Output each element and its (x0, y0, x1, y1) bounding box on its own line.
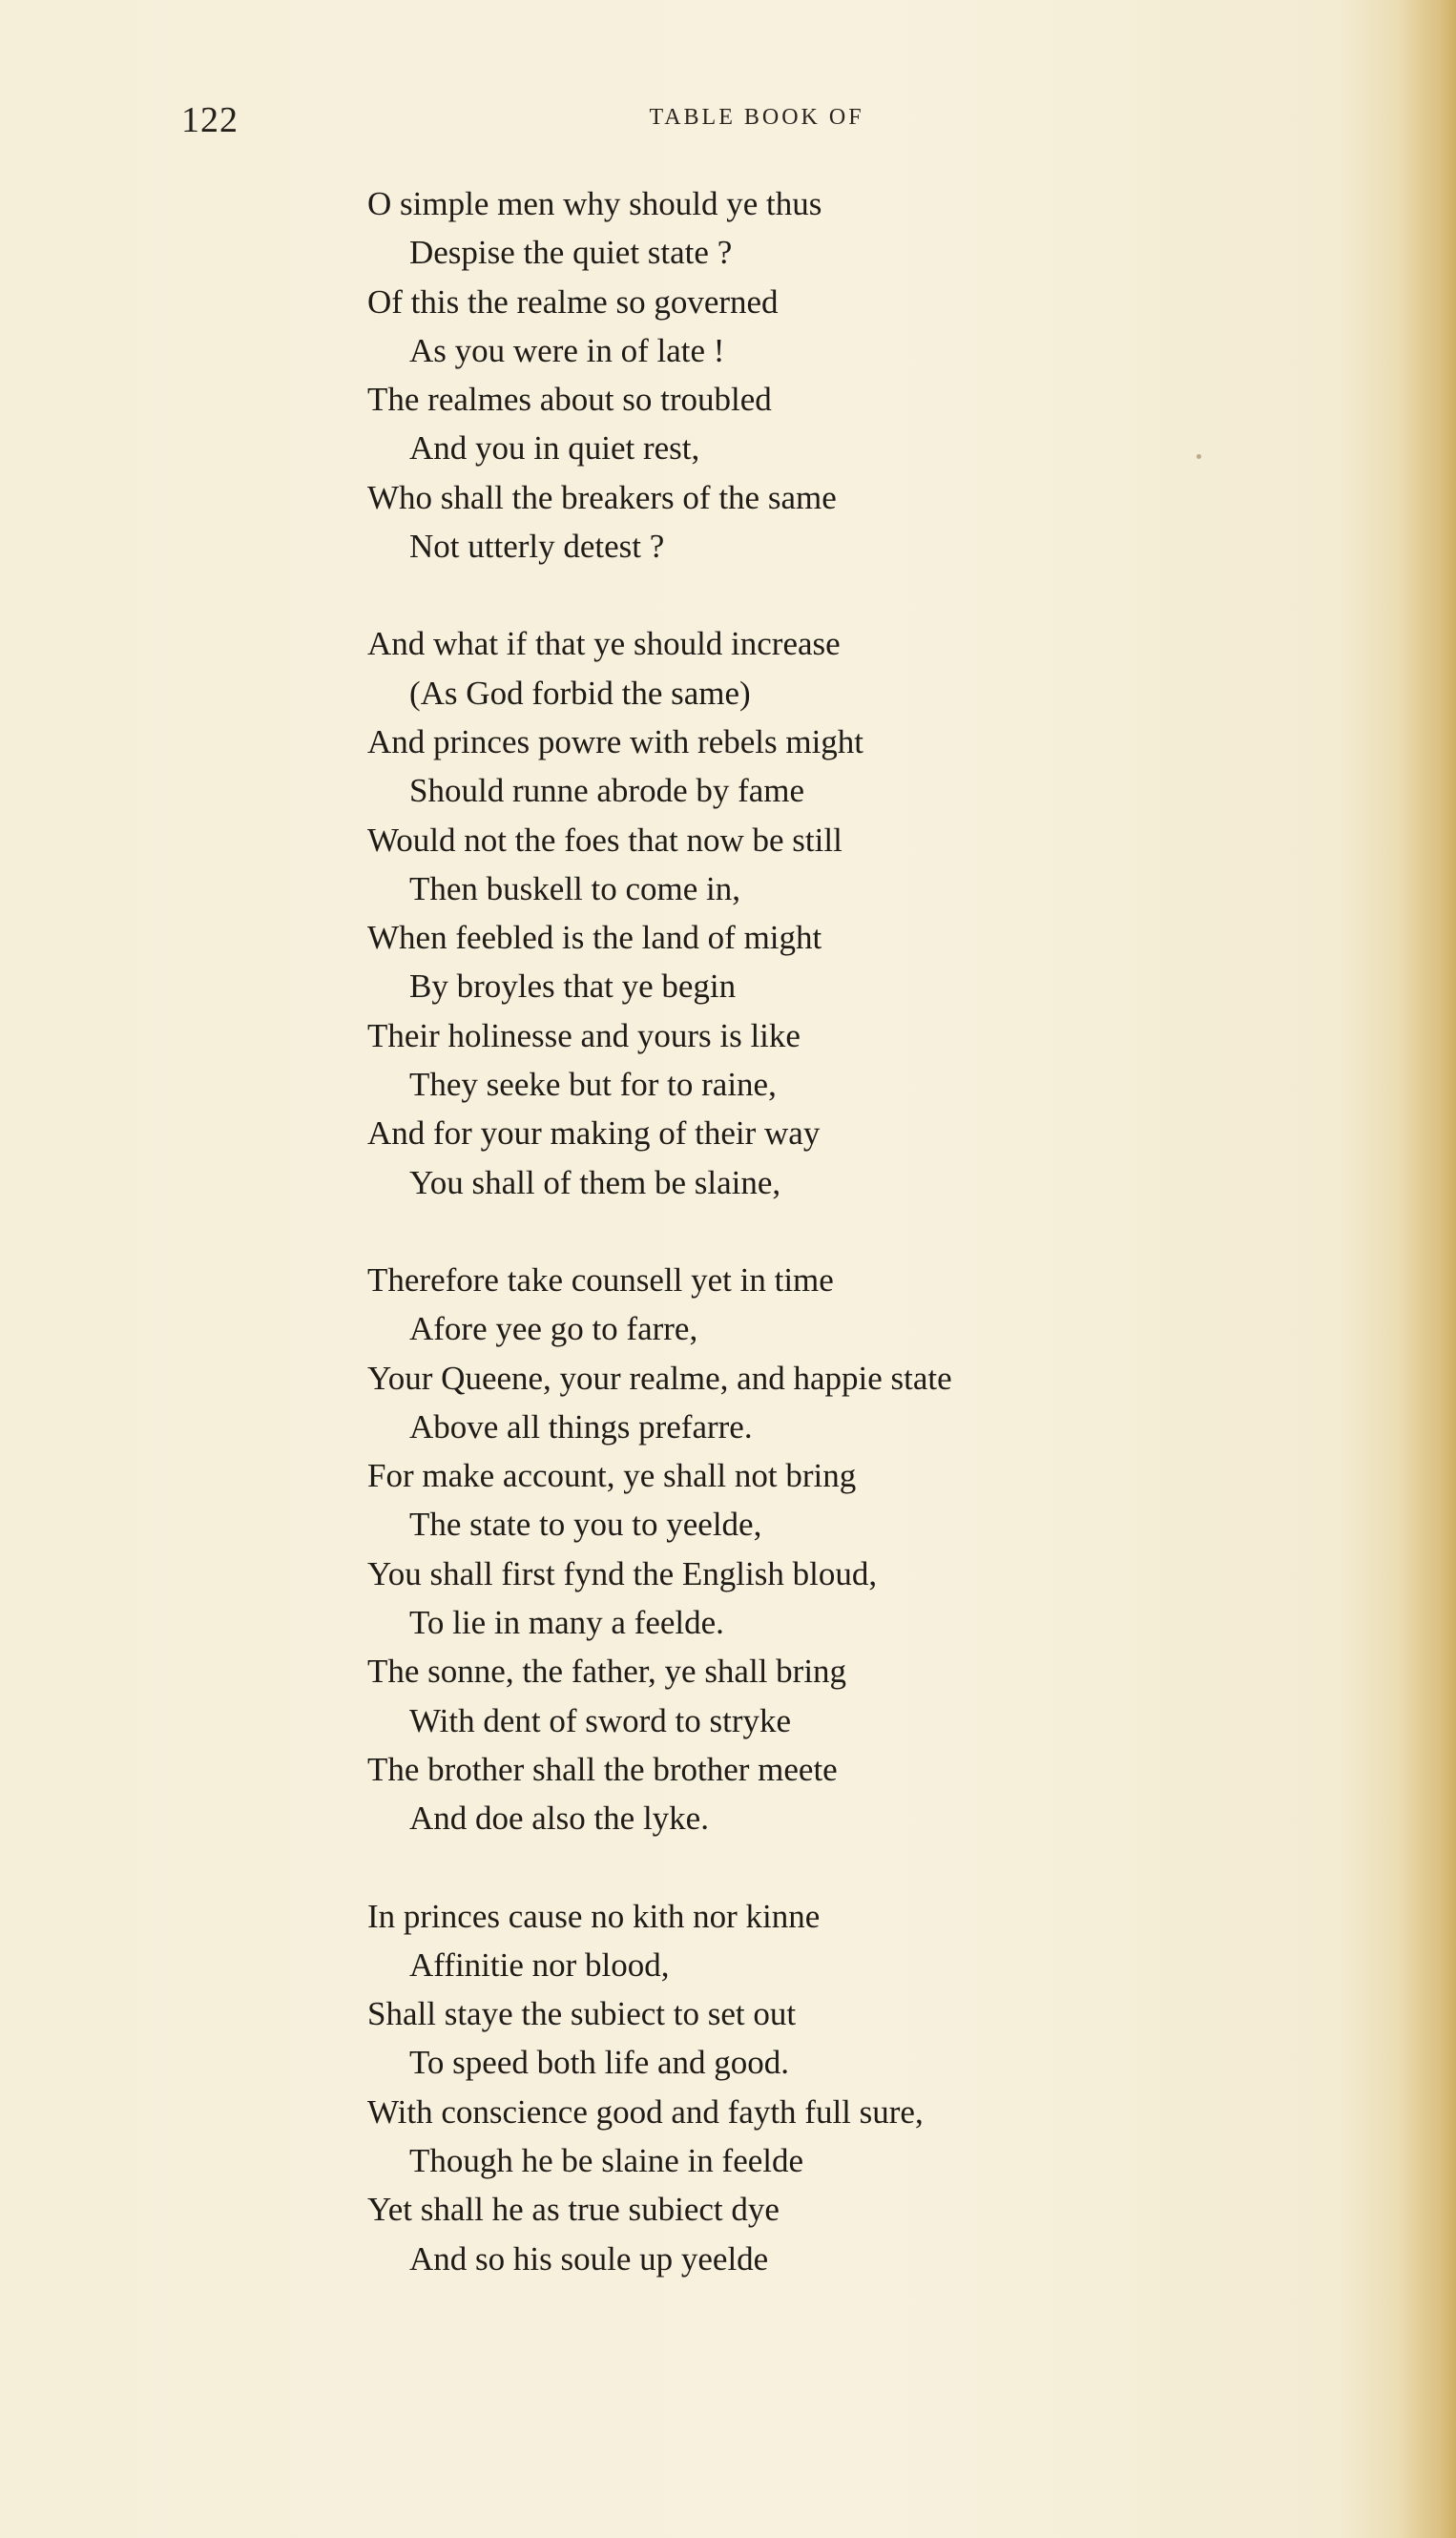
poem-line: Afore yee go to farre, (409, 1310, 698, 1348)
poem-line: Of this the realme so governed (367, 282, 779, 321)
poem-line: You shall of them be slaine, (409, 1163, 781, 1201)
poem-stanza (367, 619, 1321, 1207)
poem-line: O simple men why should ye thus (367, 185, 822, 222)
poem-stanza (367, 1892, 1321, 2283)
poem-stanza (367, 179, 1321, 571)
poem-line: Therefore take counsell yet in time (367, 1260, 834, 1299)
poem-line: Shall staye the subiect to set out (367, 1995, 797, 2033)
poem-line: The state to you to yeelde, (409, 1506, 762, 1544)
poem-stanza (367, 1256, 1321, 1843)
poem-line: Affinitie nor blood, (409, 1945, 670, 1984)
poem-body (367, 179, 1321, 2283)
poem-line: Their holinesse and yours is like (367, 1016, 801, 1054)
poem-line: With dent of sword to stryke (409, 1701, 792, 1739)
poem-line: Not utterly detest ? (409, 528, 665, 566)
poem-line: And for your making of their way (367, 1114, 821, 1153)
poem-line: As you were in of late ! (409, 331, 725, 369)
poem-line: For make account, ye shall not bring (367, 1457, 857, 1495)
running-head-title: TABLE BOOK OF (649, 105, 864, 130)
poem-line: With conscience good and fayth full sure, (367, 2092, 924, 2131)
poem-line: The sonne, the father, ye shall bring (367, 1653, 847, 1691)
poem-line: Your Queene, your realme, and happie state (367, 1359, 952, 1397)
poem-line: Should runne abrode by fame (409, 772, 805, 810)
poem-line: The realmes about so troubled (367, 381, 772, 419)
poem-line: You shall first fynd the English bloud, (367, 1554, 878, 1592)
poem-line: To lie in many a feelde. (409, 1604, 724, 1642)
poem-line: When feebled is the land of might (367, 919, 822, 957)
poem-line: Though he be slaine in feelde (409, 2141, 804, 2179)
poem-line: And doe also the lyke. (409, 1799, 709, 1838)
poem-line: Then buskell to come in, (409, 869, 741, 907)
poem-line: The brother shall the brother meete (367, 1750, 838, 1788)
poem-line: To speed both life and good. (409, 2044, 790, 2082)
poem-line: Despise the quiet state ? (409, 234, 733, 272)
poem-line: In princes cause no kith nor kinne (367, 1897, 821, 1935)
poem-line: They seeke but for to raine, (409, 1066, 777, 1104)
page-number: 122 (181, 100, 239, 140)
running-head (0, 105, 1456, 131)
poem-line: By broyles that ye begin (409, 967, 737, 1006)
poem-line: Who shall the breakers of the same (367, 478, 837, 516)
poem-line: Would not the foes that now be still (367, 821, 842, 859)
poem-line: Yet shall he as true subiect dye (367, 2191, 780, 2229)
poem-line: And so his soule up yeelde (409, 2239, 769, 2278)
poem-line: Above all things prefarre. (409, 1407, 753, 1446)
poem-line: And what if that ye should increase (367, 625, 841, 663)
page-edge-shading (1399, 0, 1456, 2538)
poem-line: And you in quiet rest, (409, 429, 700, 468)
poem-line: (As God forbid the same) (409, 674, 751, 712)
poem-line: And princes powre with rebels might (367, 722, 864, 760)
